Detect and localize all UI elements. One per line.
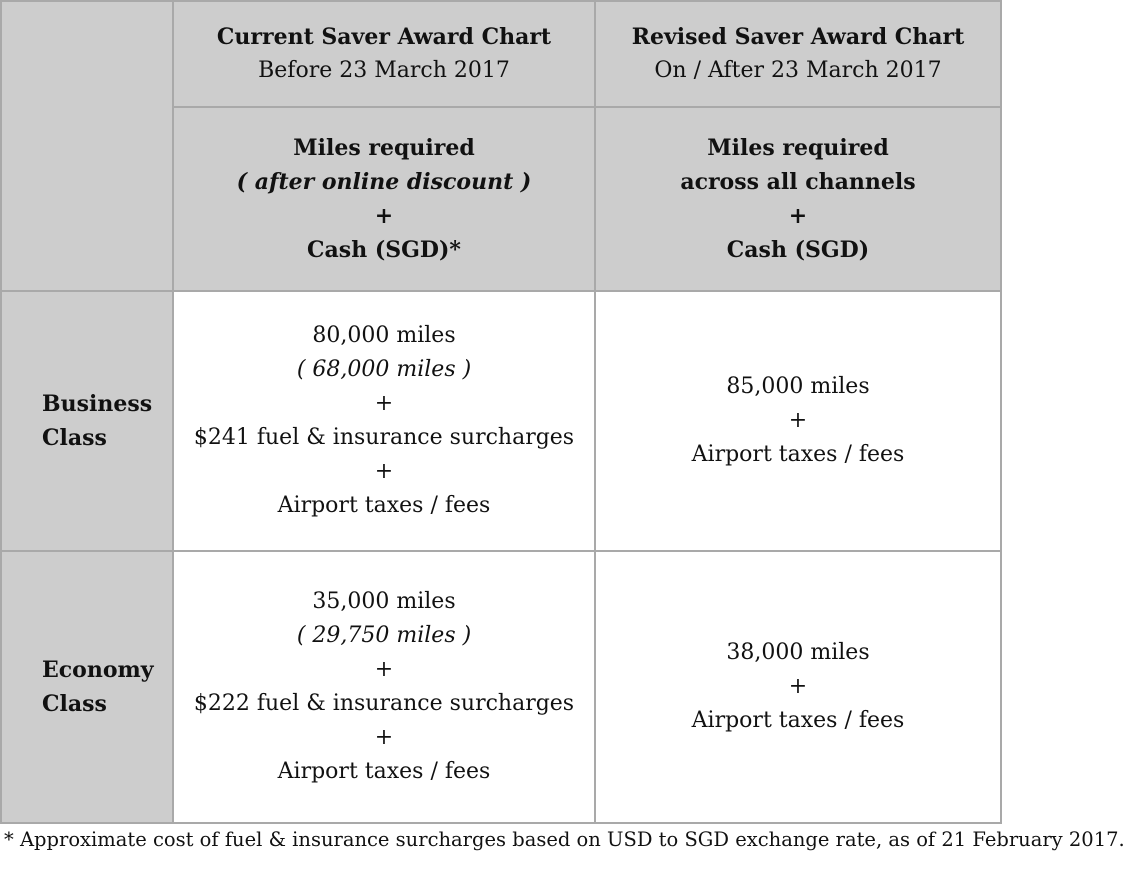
current-requirement-header: [173, 107, 595, 291]
current-req-discount-note: ( after online discount ): [236, 169, 532, 195]
revised-requirement-header: [595, 107, 1001, 291]
revised-chart-header: [595, 1, 1001, 107]
miles-value: 38,000 miles: [726, 640, 870, 665]
current-req-miles-label: Miles required: [293, 135, 475, 161]
corner-cell: [1, 1, 173, 291]
miles-value: 80,000 miles: [312, 323, 456, 348]
economy-revised-cell: [595, 551, 1001, 823]
plus-sign: +: [374, 391, 394, 416]
discounted-miles-value: ( 68,000 miles ): [296, 357, 472, 382]
revised-req-channels-note: across all channels: [680, 169, 916, 195]
current-req-plus: +: [374, 203, 394, 229]
taxes-note: Airport taxes / fees: [277, 759, 491, 784]
plus-sign: +: [374, 459, 394, 484]
row-label-business: [1, 291, 173, 551]
economy-current-cell: [173, 551, 595, 823]
plus-sign: +: [374, 725, 394, 750]
surcharge-value: $241 fuel & insurance surcharges: [193, 425, 575, 450]
footnote: * Approximate cost of fuel & insurance surcharges based on USD to SGD exchange rate, as of 21 February 2017.: [4, 828, 1125, 851]
table-row-economy: [1, 551, 1001, 823]
taxes-note: Airport taxes / fees: [277, 493, 491, 518]
plus-sign: +: [788, 674, 808, 699]
revised-chart-title: Revised Saver Award Chart: [631, 24, 965, 50]
current-chart-subtitle: Before 23 March 2017: [258, 58, 510, 83]
row-label-line: Class: [42, 425, 107, 451]
taxes-note: Airport taxes / fees: [691, 708, 905, 733]
revised-chart-subtitle: On / After 23 March 2017: [654, 58, 942, 83]
row-label-line: Economy: [42, 657, 154, 683]
business-current-cell: [173, 291, 595, 551]
row-label-economy: [1, 551, 173, 823]
plus-sign: +: [788, 408, 808, 433]
business-revised-cell: [595, 291, 1001, 551]
surcharge-value: $222 fuel & insurance surcharges: [193, 691, 575, 716]
taxes-note: Airport taxes / fees: [691, 442, 905, 467]
header-title-row: [1, 1, 1001, 107]
miles-value: 85,000 miles: [726, 374, 870, 399]
discounted-miles-value: ( 29,750 miles ): [296, 623, 472, 648]
row-label-line: Class: [42, 691, 107, 717]
revised-req-cash-label: Cash (SGD): [726, 237, 870, 263]
row-label-line: Business: [42, 391, 153, 417]
current-chart-title: Current Saver Award Chart: [216, 24, 552, 50]
current-req-cash-label: Cash (SGD)*: [307, 237, 461, 263]
plus-sign: +: [374, 657, 394, 682]
revised-req-plus: +: [788, 203, 808, 229]
revised-req-miles-label: Miles required: [707, 135, 889, 161]
miles-value: 35,000 miles: [312, 589, 456, 614]
table-row-business: [1, 291, 1001, 551]
current-chart-header: [173, 1, 595, 107]
